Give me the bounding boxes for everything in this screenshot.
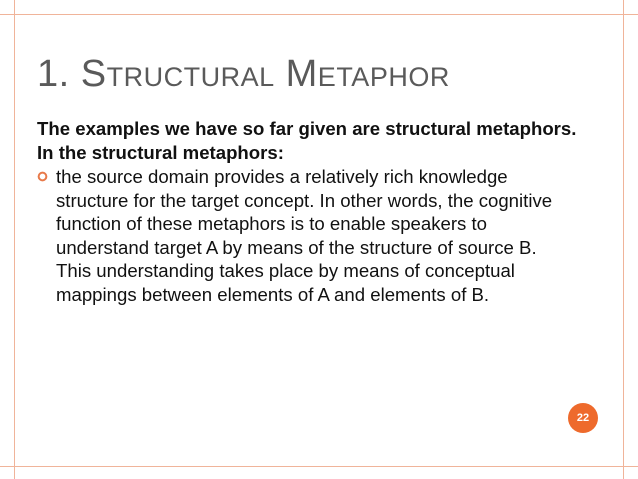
bullet-item xyxy=(37,165,556,306)
frame-line-top xyxy=(0,14,638,15)
slide-content xyxy=(37,117,597,306)
bullet-text: the source domain provides a relatively rich knowledge structure for the target concept. In other words, the cognitive function of these metaphors is to enable speakers to understand target A by means of the structure of source B. This understanding takes place by means of conceptual mappings between elements of A and elements of B. xyxy=(56,166,553,305)
page-number-badge: 22 xyxy=(568,403,598,433)
frame-line-bottom xyxy=(0,466,638,467)
frame-line-right xyxy=(623,0,624,479)
slide-title: 1. Structural Metaphor xyxy=(37,53,450,95)
hollow-circle-bullet-icon xyxy=(37,171,48,182)
frame-line-left xyxy=(14,0,15,479)
lead-text: The examples we have so far given are structural metaphors. In the structural metaphors: xyxy=(37,118,577,163)
